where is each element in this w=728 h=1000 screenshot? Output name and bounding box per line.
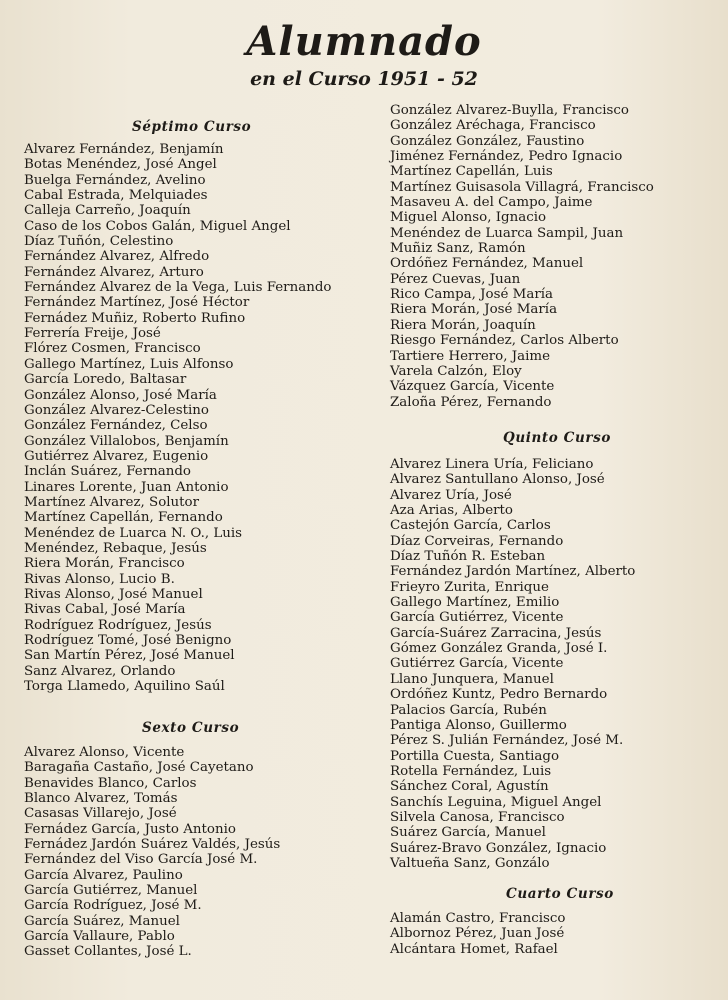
- student-name: Sánchez Coral, Agustín: [390, 779, 549, 795]
- page-title: Alumnado: [246, 18, 482, 65]
- student-name: Díaz Tuñón, Celestino: [24, 234, 174, 250]
- student-name: Ferrería Freije, José: [24, 326, 161, 342]
- student-name: Fernández Alvarez, Arturo: [24, 264, 204, 280]
- student-name: Baragaña Castaño, José Cayetano: [24, 760, 254, 776]
- student-name: Zaloña Pérez, Fernando: [390, 394, 552, 410]
- student-name: Rivas Alonso, Lucio B.: [24, 571, 175, 587]
- student-name: Benavides Blanco, Carlos: [24, 775, 197, 791]
- student-name: Caso de los Cobos Galán, Miguel Angel: [24, 218, 291, 234]
- student-name: Torga Llamedo, Aquilino Saúl: [24, 679, 225, 695]
- student-name: Gómez González Granda, José I.: [390, 641, 608, 657]
- student-name: Masaveu A. del Campo, Jaime: [390, 195, 593, 211]
- student-name: González Fernández, Celso: [24, 418, 208, 434]
- student-name: Menéndez, Rebaque, Jesús: [24, 540, 207, 556]
- student-name: Vázquez García, Vicente: [390, 379, 555, 395]
- student-name: Calleja Carreño, Joaquín: [24, 203, 191, 219]
- student-name: González Alvarez-Buylla, Francisco: [390, 103, 629, 118]
- student-name: Tartiere Herrero, Jaime: [390, 348, 551, 364]
- student-name: Blanco Alvarez, Tomás: [24, 791, 178, 807]
- student-name: Riera Morán, José María: [390, 302, 558, 318]
- student-name: Alvarez Alonso, Vicente: [24, 745, 185, 760]
- student-name: Pérez Cuevas, Juan: [390, 271, 521, 287]
- student-name: Inclán Suárez, Fernando: [24, 464, 191, 480]
- student-name: Muñiz Sanz, Ramón: [390, 241, 526, 257]
- student-name: Alcántara Homet, Rafael: [390, 941, 558, 957]
- student-name: Pantiga Alonso, Guillermo: [390, 717, 567, 733]
- page-subtitle: en el Curso 1951 - 52: [250, 68, 478, 90]
- student-name: Suárez-Bravo González, Ignacio: [390, 840, 607, 856]
- student-list-septimo-continued: [390, 103, 654, 410]
- student-name: Gallego Martínez, Emilio: [390, 595, 560, 611]
- student-name: González Alvarez-Celestino: [24, 402, 209, 418]
- student-name: Gutiérrez Alvarez, Eugenio: [24, 448, 209, 464]
- student-name: Fernández Alvarez, Alfredo: [24, 249, 210, 265]
- student-name: Fernádez Jardón Suárez Valdés, Jesús: [24, 837, 281, 853]
- student-name: Rico Campa, José María: [390, 287, 554, 303]
- student-name: Gutiérrez García, Vicente: [390, 656, 564, 672]
- student-name: Alvarez Uría, José: [390, 487, 512, 503]
- section-heading-cuarto: Cuarto Curso: [506, 886, 614, 902]
- student-name: Rivas Alonso, José Manuel: [24, 586, 203, 602]
- student-name: Frieyro Zurita, Enrique: [390, 579, 549, 595]
- student-name: Linares Lorente, Juan Antonio: [24, 479, 229, 495]
- student-name: Alvarez Santullano Alonso, José: [390, 472, 605, 488]
- student-name: Suárez García, Manuel: [390, 825, 546, 841]
- section-heading-quinto: Quinto Curso: [503, 430, 611, 446]
- student-name: García Vallaure, Pablo: [24, 929, 175, 945]
- student-name: García Rodríguez, José M.: [24, 898, 202, 914]
- student-name: García-Suárez Zarracina, Jesús: [390, 625, 602, 641]
- student-name: Valtueña Sanz, Gonzálo: [390, 855, 550, 871]
- student-name: Palacios García, Rubén: [390, 702, 547, 718]
- student-name: Silvela Canosa, Francisco: [390, 809, 565, 825]
- student-name: Fernández Alvarez de la Vega, Luis Fernando: [24, 280, 332, 296]
- student-name: García Gutiérrez, Vicente: [390, 610, 564, 626]
- student-name: Fernández del Viso García José M.: [24, 852, 258, 868]
- student-name: Alvarez Fernández, Benjamín: [24, 142, 224, 157]
- student-list-septimo: [24, 142, 331, 694]
- student-list-quinto: [390, 457, 635, 871]
- student-name: Ordóñez Fernández, Manuel: [390, 256, 584, 272]
- student-name: San Martín Pérez, José Manuel: [24, 648, 235, 664]
- student-name: Varela Calzón, Eloy: [390, 363, 522, 379]
- student-name: Cabal Estrada, Melquiades: [24, 188, 208, 204]
- student-name: Riesgo Fernández, Carlos Alberto: [390, 333, 619, 349]
- student-name: Miguel Alonso, Ignacio: [390, 210, 547, 226]
- student-name: Fernádez García, Justo Antonio: [24, 821, 236, 837]
- student-name: Rotella Fernández, Luis: [390, 763, 552, 779]
- section-heading-sexto: Sexto Curso: [142, 720, 240, 736]
- student-name: Fernádez Muñiz, Roberto Rufino: [24, 310, 246, 326]
- student-name: Portilla Cuesta, Santiago: [390, 748, 560, 764]
- student-name: Sanz Alvarez, Orlando: [24, 663, 176, 679]
- student-name: Flórez Cosmen, Francisco: [24, 341, 201, 357]
- student-name: Gasset Collantes, José L.: [24, 944, 192, 960]
- student-name: Fernández Jardón Martínez, Alberto: [390, 564, 636, 580]
- student-name: Sanchís Leguina, Miguel Angel: [390, 794, 602, 810]
- student-name: Riera Morán, Francisco: [24, 556, 185, 572]
- student-name: Botas Menéndez, José Angel: [24, 157, 217, 173]
- student-name: Menéndez de Luarca Sampil, Juan: [390, 225, 624, 241]
- section-heading-septimo: Séptimo Curso: [132, 119, 252, 135]
- student-name: Pérez S. Julián Fernández, José M.: [390, 733, 624, 749]
- student-name: González González, Faustino: [390, 133, 585, 149]
- student-name: Alamán Castro, Francisco: [390, 911, 566, 926]
- student-name: Jiménez Fernández, Pedro Ignacio: [390, 149, 623, 165]
- student-name: Castejón García, Carlos: [390, 518, 551, 534]
- student-name: García Loredo, Baltasar: [24, 372, 187, 388]
- student-name: Martínez Alvarez, Solutor: [24, 494, 200, 510]
- student-name: García Alvarez, Paulino: [24, 867, 183, 883]
- student-list-cuarto: [390, 911, 565, 957]
- student-name: García Gutiérrez, Manuel: [24, 883, 198, 899]
- student-name: Díaz Tuñón R. Esteban: [390, 549, 546, 565]
- student-name: González Alonso, José María: [24, 387, 217, 403]
- student-name: Fernández Martínez, José Héctor: [24, 295, 250, 311]
- student-list-sexto: [24, 745, 280, 960]
- student-name: González Aréchaga, Francisco: [390, 118, 596, 134]
- student-name: Rivas Cabal, José María: [24, 602, 186, 618]
- student-name: González Villalobos, Benjamín: [24, 433, 229, 449]
- student-name: Buelga Fernández, Avelino: [24, 172, 206, 188]
- student-name: Riera Morán, Joaquín: [390, 317, 536, 333]
- student-name: Rodríguez Rodríguez, Jesús: [24, 617, 212, 633]
- student-name: Díaz Corveiras, Fernando: [390, 533, 564, 549]
- student-name: Rodríguez Tomé, José Benigno: [24, 633, 232, 648]
- student-name: Menéndez de Luarca N. O., Luis: [24, 525, 243, 541]
- student-name: Casasas Villarejo, José: [24, 806, 177, 822]
- student-name: Martínez Guisasola Villagrá, Francisco: [390, 179, 654, 195]
- student-name: Ordóñez Kuntz, Pedro Bernardo: [390, 687, 608, 703]
- student-name: Martínez Capellán, Luis: [390, 164, 553, 180]
- student-name: Albornoz Pérez, Juan José: [390, 926, 565, 942]
- student-name: Gallego Martínez, Luis Alfonso: [24, 356, 234, 372]
- student-name: Martínez Capellán, Fernando: [24, 510, 223, 526]
- student-name: Llano Junquera, Manuel: [390, 671, 554, 687]
- student-name: Aza Arias, Alberto: [390, 503, 513, 519]
- student-name: Alvarez Linera Uría, Feliciano: [390, 457, 594, 472]
- student-name: García Suárez, Manuel: [24, 913, 180, 929]
